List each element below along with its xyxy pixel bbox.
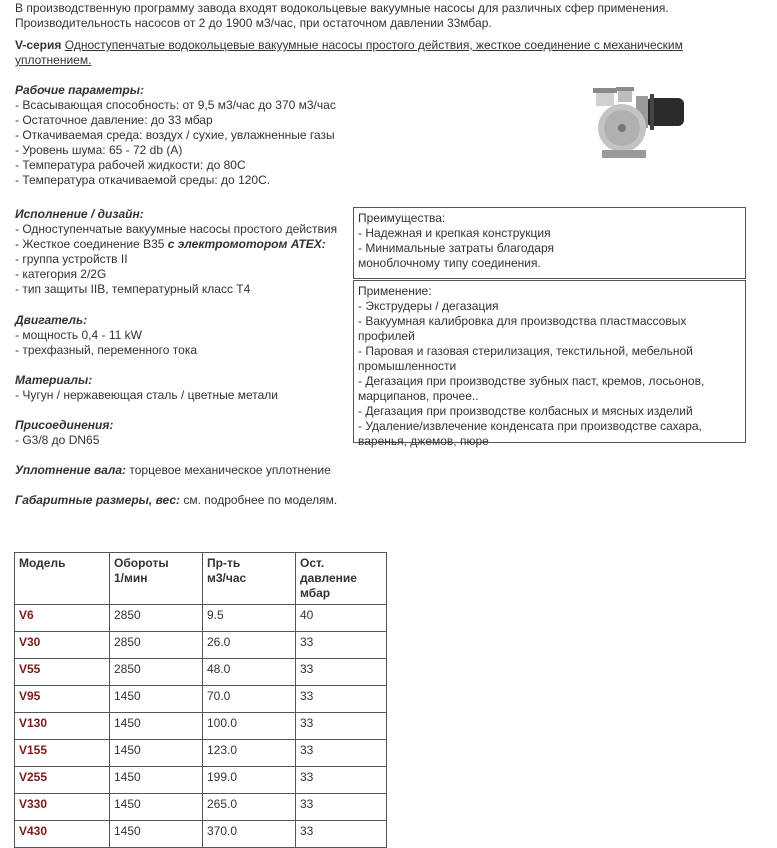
dims-text: см. подробнее по моделям. — [180, 493, 338, 507]
table-row — [15, 659, 387, 686]
model-cell: V255 — [15, 767, 110, 794]
advantages-item: - Минимальные затраты благодаря — [358, 241, 554, 255]
rpm-cell: 1450 — [110, 740, 203, 767]
series-desc-line-2[interactable]: уплотнением. — [15, 53, 92, 67]
model-cell: V330 — [15, 794, 110, 821]
table-row — [15, 686, 387, 713]
rpm-cell: 2850 — [110, 632, 203, 659]
advantages-box — [353, 207, 746, 279]
applications-item: - Удаление/извлечение конденсата при производстве сахара, варенья, джемов, пюре — [358, 419, 702, 448]
header-pressure: Ост. давление мбар — [296, 553, 387, 605]
table-row — [15, 794, 387, 821]
applications-item: - Паровая и газовая стерилизация, текстильной, мебельной промышленности — [358, 344, 693, 373]
materials-title: Материалы: — [15, 373, 93, 387]
capacity-cell: 123.0 — [203, 740, 296, 767]
header-rpm: Обороты 1/мин — [110, 553, 203, 605]
rpm-cell: 1450 — [110, 821, 203, 848]
pressure-cell: 33 — [296, 686, 387, 713]
applications-item: - Экструдеры / дегазация — [358, 299, 499, 313]
pressure-cell: 33 — [296, 767, 387, 794]
pressure-cell: 33 — [296, 821, 387, 848]
model-cell: V6 — [15, 605, 110, 632]
capacity-cell: 70.0 — [203, 686, 296, 713]
design-item-prefix: - Жесткое соединение В35 — [15, 237, 168, 251]
applications-item: - Дегазация при производстве зубных паст, кремов, лосьонов, марципанов, прочее.. — [358, 374, 705, 403]
engine-title: Двигатель: — [15, 313, 88, 327]
design-item: - группа устройств II — [15, 252, 128, 266]
params-item: - Температура откачиваемой среды: до 120С. — [15, 173, 271, 187]
engine-section — [15, 313, 197, 358]
model-cell: V130 — [15, 713, 110, 740]
intro-line-1: В производственную программу завода входят водокольцевые вакуумные насосы для различных сфер применения. — [15, 1, 669, 15]
design-item: - категория 2/2G — [15, 267, 107, 281]
applications-title: Применение: — [358, 284, 432, 298]
design-item — [15, 237, 337, 252]
engine-item: - мощность 0,4 - 11 kW — [15, 328, 142, 342]
series-desc-line-1[interactable]: Одноступенчатые водокольцевые вакуумные насосы простого действия, жесткое соединение с механическим — [64, 38, 683, 52]
capacity-cell: 26.0 — [203, 632, 296, 659]
table-row — [15, 767, 387, 794]
rpm-cell: 1450 — [110, 686, 203, 713]
applications-box — [353, 280, 746, 448]
table-row — [15, 821, 387, 848]
design-title: Исполнение / дизайн: — [15, 207, 144, 221]
materials-section — [15, 373, 278, 403]
rpm-cell: 1450 — [110, 794, 203, 821]
table-row — [15, 605, 387, 632]
capacity-cell: 199.0 — [203, 767, 296, 794]
applications-item: - Вакуумная калибровка для производства пластмассовых профилей — [358, 314, 687, 343]
header-model: Модель — [15, 553, 110, 605]
dims-section — [15, 493, 337, 508]
pressure-cell: 33 — [296, 632, 387, 659]
header-capacity: Пр-ть м3/час — [203, 553, 296, 605]
pressure-cell: 40 — [296, 605, 387, 632]
params-item: - Всасывающая способность: от 9,5 м3/час до 370 м3/час — [15, 98, 336, 112]
rpm-cell: 1450 — [110, 767, 203, 794]
series-name: V-серия — [15, 38, 62, 52]
capacity-cell: 9.5 — [203, 605, 296, 632]
engine-item: - трехфазный, переменного тока — [15, 343, 198, 357]
pressure-cell: 33 — [296, 794, 387, 821]
intro — [15, 1, 715, 31]
seal-text: торцевое механическое уплотнение — [126, 463, 331, 477]
design-atex-text: с электромотором ATEX: — [167, 237, 326, 251]
pump-image — [588, 82, 688, 172]
params-item: - Температура рабочей жидкости: до 80С — [15, 158, 246, 172]
model-cell: V155 — [15, 740, 110, 767]
operating-params — [15, 83, 336, 188]
advantages-title: Преимущества: — [358, 211, 446, 225]
design-item: - Одноступенчатые вакуумные насосы простого действия — [15, 222, 338, 236]
model-cell: V430 — [15, 821, 110, 848]
params-item: - Уровень шума: 65 - 72 db (A) — [15, 143, 183, 157]
rpm-cell: 1450 — [110, 713, 203, 740]
intro-line-2: Производительность насосов от 2 до 1900 м3/час, при остаточном давлении 33мбар. — [15, 16, 492, 30]
capacity-cell: 48.0 — [203, 659, 296, 686]
seal-section — [15, 463, 331, 478]
params-title: Рабочие параметры: — [15, 83, 144, 97]
design-item: - тип защиты IIB, температурный класс Т4 — [15, 282, 251, 296]
table-row — [15, 740, 387, 767]
pressure-cell: 33 — [296, 740, 387, 767]
capacity-cell: 265.0 — [203, 794, 296, 821]
design-section — [15, 207, 337, 297]
dims-title: Габаритные размеры, вес: — [15, 493, 181, 507]
pressure-cell: 33 — [296, 713, 387, 740]
capacity-cell: 370.0 — [203, 821, 296, 848]
model-cell: V95 — [15, 686, 110, 713]
params-item: - Откачиваемая среда: воздух / сухие, увлажненные газы — [15, 128, 335, 142]
table-header-row — [15, 553, 387, 605]
connections-title: Присоединения: — [15, 418, 114, 432]
advantages-item: - Надежная и крепкая конструкция — [358, 226, 551, 240]
table-row — [15, 632, 387, 659]
table-row — [15, 713, 387, 740]
connections-section — [15, 418, 113, 448]
model-cell: V30 — [15, 632, 110, 659]
models-table — [14, 552, 387, 848]
materials-item: - Чугун / нержавеющая сталь / цветные метали — [15, 388, 279, 402]
series-description — [15, 38, 705, 68]
pressure-cell: 33 — [296, 659, 387, 686]
capacity-cell: 100.0 — [203, 713, 296, 740]
model-cell: V55 — [15, 659, 110, 686]
params-item: - Остаточное давление: до 33 мбар — [15, 113, 213, 127]
seal-title: Уплотнение вала: — [15, 463, 127, 477]
rpm-cell: 2850 — [110, 605, 203, 632]
connections-item: - G3/8 до DN65 — [15, 433, 100, 447]
advantages-item: моноблочному типу соединения. — [358, 256, 541, 270]
rpm-cell: 2850 — [110, 659, 203, 686]
applications-item: - Дегазация при производстве колбасных и мясных изделий — [358, 404, 693, 418]
